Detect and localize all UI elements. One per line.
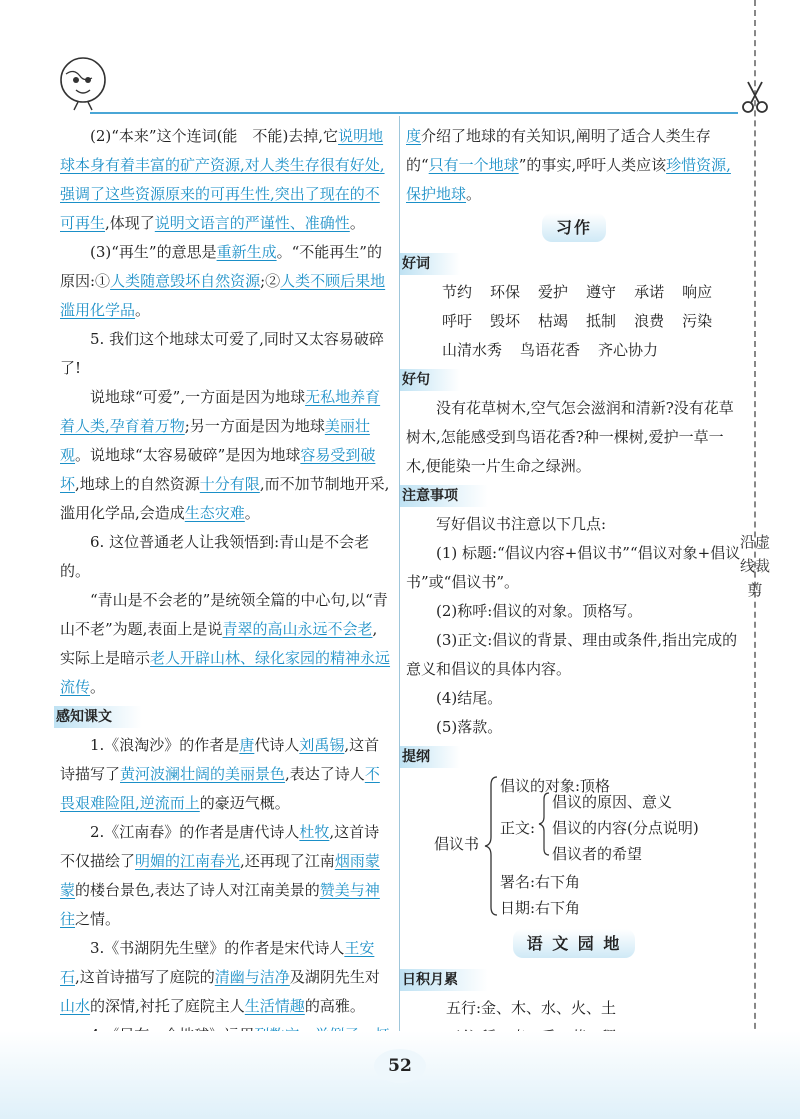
note-3: (3)正文:倡议的背景、理由或条件,指出完成的意义和倡议的具体内容。 [406,631,738,678]
answer: 无私地养育着人类,孕育着万物 [60,388,381,435]
notes-intro: 写好倡议书注意以下几点: [436,515,607,533]
outline-body-1: 倡议的原因、意义 [552,793,673,811]
word: 齐心协力 [598,341,659,359]
note-4: (4)结尾。 [436,689,503,707]
question-5-title: 5. 我们这个地球太可爱了,同时又太容易破碎了! [60,330,384,377]
earth-mascot-icon [52,50,114,112]
section-heading-zhuyi: 注意事项 [400,485,488,507]
answer: 明媚的江南春光 [135,852,241,870]
good-sentence: 没有花草树木,空气怎会滋润和清新?没有花草树木,怎能感受到鸟语花香?种一棵树,爱护一草一木,便能染一片生命之绿洲。 [406,399,734,475]
title-xizuo: 习作 [542,213,606,242]
question-3: (3)“再生”的意思是重新生成。“不能再生”的原因:①人类随意毁坏自然资源;②人类不顾后果地滥用化学品。 [60,243,386,319]
answer: 杜牧 [299,823,330,841]
word: 承诺 [634,283,665,301]
word: 节约 [442,283,473,301]
ganzhi-item-3: 3.《书湖阴先生壁》的作者是宋代诗人王安石,这首诗描写了庭院的清幽与洁净及湖阴先生对山水的深情,衬托了庭院主人生活情趣的高雅。 [60,939,380,1015]
note-1: (1) 标题:“倡议内容+倡议书”“倡议对象+倡议书”或“倡议书”。 [406,544,741,591]
answer: 美丽壮观 [60,417,370,464]
word: 抵制 [586,312,617,330]
section-heading-haoci: 好词 [400,253,460,275]
brace-icon [538,791,550,861]
page-number: 52 [374,1049,426,1083]
word: 响应 [682,283,713,301]
answer: 老人开辟山林、绿化家园的精神永远流传 [60,649,391,696]
word: 山清水秀 [442,341,503,359]
outline-body-3: 倡议者的希望 [552,845,643,863]
item-4-continued: 度介绍了地球的有关知识,阐明了适合人类生存的“只有一个地球”的事实,呼吁人类应该珍惜资源,保护地球。 [406,127,731,203]
ganzhi-item-1: 1.《浪淘沙》的作者是唐代诗人刘禹锡,这首诗描写了黄河波澜壮阔的美丽景色,表达了诗人不畏艰难险阻,逆流而上的豪迈气概。 [60,736,380,812]
outline-root: 倡议书 [434,835,480,853]
section-heading-riji: 日积月累 [400,969,488,991]
words-row-1 [442,278,742,307]
answer: 烟雨蒙蒙 [60,852,380,899]
question-6-body: “青山是不会老的”是统领全篇的中心句,以“青山不老”为题,表面上是说青翠的高山永远不会老,实际上是暗示老人开辟山林、绿化家园的精神永远流传。 [60,591,391,696]
right-column [402,122,742,1110]
outline-object: 倡议的对象:顶格 [500,777,611,795]
note-2: (2)称呼:倡议的对象。顶格写。 [436,602,643,620]
word: 浪费 [634,312,665,330]
word: 鸟语花香 [520,341,581,359]
answer: 度 [406,127,422,145]
title-yuwen-wrap [406,929,742,959]
outline-body-label: 正文: [500,819,536,837]
words-row-3 [442,336,742,365]
question-5-body: 说地球“可爱”,一方面是因为地球无私地养育着人类,孕育着万物;另一方面是因为地球美丽壮观。说地球“太容易破碎”是因为地球容易受到破坏,地球上的自然资源十分有限,而不加节制地开采,滥用化学品,会造成生态灾难。 [60,388,390,522]
word: 环保 [490,283,521,301]
outline-date: 日期:右下角 [500,899,581,917]
answer: 生活情趣 [244,997,305,1015]
answer: 唐 [239,736,255,754]
question-6-title: 6. 这位普通老人让我领悟到:青山是不会老的。 [60,533,370,580]
outline-sign: 署名:右下角 [500,873,581,891]
answer: 生态灾难 [184,504,245,522]
scissors-icon [740,80,770,114]
question-2: (2)“本来”这个连词(能 不能)去掉,它说明地球本身有着丰富的矿产资源,对人类生存很有好处,强调了这些资源原来的可再生性,突出了现在的不可再生,体现了说明文语言的严谨性、准确性。 [60,127,385,232]
answer: 赞美与神往 [60,881,380,928]
section-heading-haoju: 好句 [400,369,460,391]
answer: 只有一个地球 [428,156,519,174]
answer: 山水 [60,997,91,1015]
words-row-2 [442,307,742,336]
answer: 不畏艰难险阻,逆流而上 [60,765,380,812]
riji-item-1: 五行:金、木、水、火、土 [446,999,617,1017]
word: 枯竭 [538,312,569,330]
left-column [56,122,392,1079]
cut-along-line-label: 沿虚线裁剪 [740,533,771,599]
answer: 青翠的高山永远不会老 [222,620,373,638]
answer: 人类随意毁坏自然资源 [110,272,261,290]
answer: 容易受到破坏 [60,446,376,493]
section-heading-ganzhi: 感知课文 [54,706,142,728]
section-heading-tigang: 提纲 [400,746,460,768]
word: 污染 [682,312,713,330]
outline-body-2: 倡议的内容(分点说明) [552,819,699,837]
outline-tree [406,773,742,923]
answer: 黄河波澜壮阔的美丽景色 [120,765,286,783]
answer: 说明文语言的严谨性、准确性 [154,214,350,232]
answer: 说明地球本身有着丰富的矿产资源,对人类生存很有好处,强调了这些资源原来的可再生性,突出了现在的不可再生 [60,127,385,232]
word: 遵守 [586,283,617,301]
word: 呼吁 [442,312,473,330]
title-yuwen-yuandi: 语 文 园 地 [513,929,636,958]
answer: 清幽与洁净 [214,968,290,986]
header-rule [90,112,738,114]
answer: 十分有限 [199,475,260,493]
answer: 人类不顾后果地滥用化学品 [60,272,386,319]
answer: 重新生成 [216,243,277,261]
answer: 王安石 [60,939,375,986]
answer: 珍惜资源,保护地球 [406,156,731,203]
brace-icon [484,775,498,917]
word: 爱护 [538,283,569,301]
good-words [406,278,742,365]
word: 毁坏 [490,312,521,330]
ganzhi-item-2: 2.《江南春》的作者是唐代诗人杜牧,这首诗不仅描绘了明媚的江南春光,还再现了江南烟雨蒙蒙的楼台景色,表达了诗人对江南美景的赞美与神往之情。 [60,823,380,928]
title-xizuo-wrap [406,213,742,243]
note-5: (5)落款。 [436,718,503,736]
answer: 刘禹锡 [299,736,345,754]
